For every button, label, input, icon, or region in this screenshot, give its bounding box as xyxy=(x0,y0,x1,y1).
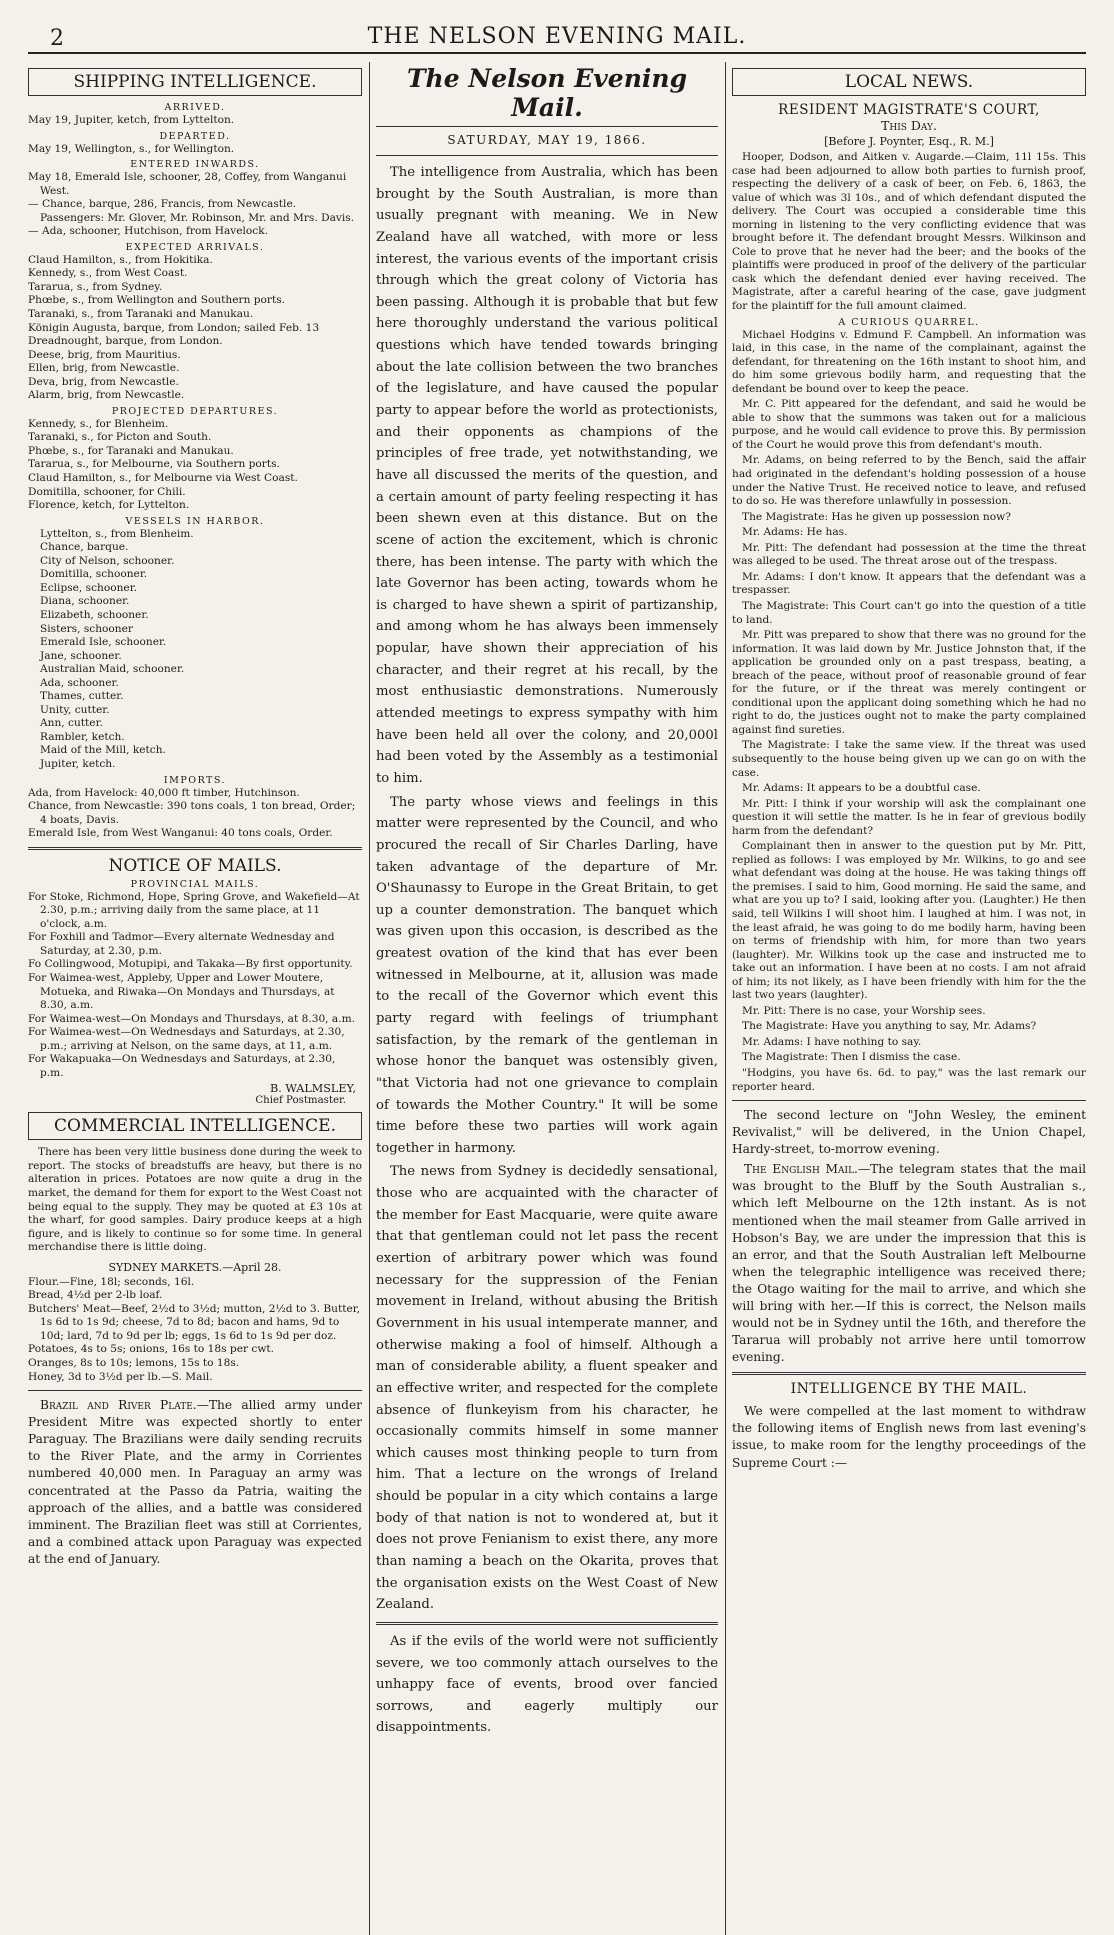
quarrel-report xyxy=(732,329,1086,1095)
quarrel-paragraph: The Magistrate: Has he given up possession now? xyxy=(742,510,1011,523)
intelligence-heading: INTELLIGENCE BY THE MAIL. xyxy=(790,1381,1028,1398)
expected-entry: Deese, brig, from Mauritius. xyxy=(28,348,181,361)
market-entry: Bread, 4½d per 2-lb loaf. xyxy=(28,1289,163,1302)
vessel-entry: Ada, schooner. xyxy=(40,676,119,689)
expected-entry: Tararua, s., from Sydney. xyxy=(28,280,163,293)
quarrel-paragraph: The Magistrate: I take the same view. If the threat was used subsequently to the house being given up we can go on with the case. xyxy=(732,739,1086,779)
column-left xyxy=(28,62,362,1935)
quarrel-paragraph: Mr. C. Pitt appeared for the defendant, and said he would be able to show that the summons was taken out for a malicious purpose, and he would call evidence to prove this. By permission of the Court he would prove this from defendant's mouth. xyxy=(732,398,1086,451)
entered-list xyxy=(28,171,362,239)
expected-entry: Alarm, brig, from Newcastle. xyxy=(28,389,185,402)
commercial-heading: COMMERCIAL INTELLIGENCE. xyxy=(28,1112,362,1140)
vessel-entry: Jane, schooner. xyxy=(40,649,122,662)
intelligence-body: We were compelled at the last moment to withdraw the following items of English news from last evening's issue, to make room for the lengthy proceedings of the Supreme Court :— xyxy=(732,1404,1086,1470)
page-header xyxy=(28,18,1086,54)
quarrel-paragraph: The Magistrate: Have you anything to say, Mr. Adams? xyxy=(742,1020,1037,1033)
vessel-entry: Diana, schooner. xyxy=(40,595,130,608)
vessel-entry: Elizabeth, schooner. xyxy=(40,608,149,621)
commercial-body: There has been very little business done during the week to report. The stocks of breadstuffs are heavy, but there is no alteration in prices. Potatoes are now quite a drug in the market, the demand for them for export to the West Coast not being equal to the supply. They may be quoted at £3 10s at the wharf, for good samples. Dairy produce keeps at a high figure, and is likely to continue so for some time. In general merchandise there is little doing. xyxy=(28,1146,362,1254)
postmaster-title: Chief Postmaster. xyxy=(255,1095,346,1107)
wesley-notice: The second lecture on "John Wesley, the eminent Revivalist," will be delivered, in the Union Chapel, Hardy-street, to-morrow evening. xyxy=(732,1108,1086,1157)
entered-heading: ENTERED INWARDS. xyxy=(130,159,260,171)
departed-list xyxy=(28,143,362,157)
projected-entry: Kennedy, s., for Blenheim. xyxy=(28,417,169,430)
quarrel-paragraph: Mr. Adams: He has. xyxy=(742,526,848,539)
departure-entry: May 19, Wellington, s., for Wellington. xyxy=(28,142,235,155)
vessel-entry: Chance, barque. xyxy=(40,541,129,554)
divider xyxy=(732,1372,1086,1375)
divider xyxy=(376,155,718,156)
vessel-entry: Australian Maid, schooner. xyxy=(40,663,185,676)
sydney-heading: SYDNEY MARKETS.—April 28. xyxy=(108,1260,282,1274)
paper-title: THE NELSON EVENING MAIL. xyxy=(367,24,747,49)
market-entry: Flour.—Fine, 18l; seconds, 16l. xyxy=(28,1275,195,1288)
arrived-heading: ARRIVED. xyxy=(164,102,226,113)
import-entry: Chance, from Newcastle: 390 tons coals, 1 ton bread, Order; 4 boats, Davis. xyxy=(28,800,356,826)
mail-entry: For Waimea-west—On Wednesdays and Saturdays, at 2.30, p.m.; arriving at Nelson, on the same days, at 11, a.m. xyxy=(28,1026,345,1052)
quarrel-paragraph: Mr. Adams: I don't know. It appears that the defendant was a trespasser. xyxy=(732,570,1086,597)
court-title: RESIDENT MAGISTRATE'S COURT, xyxy=(778,102,1040,118)
case-paragraph: Hooper, Dodson, and Aitken v. Augarde.—Claim, 11l 15s. This case had been adjourned to allow both parties to furnish proof, respecting the delivery of a cask of beer, on Feb. 6, 1863, the value of which was 3l 10s., and of which defendant disputed the delivery. The Court was occupied a considerable time this morning in listening to the very conflicting evidence that was brought before it. The defendant brought Messrs. Wilkinson and Cole to prove that he never had the beer; and the books of the plaintiffs were produced in proof of the delivery of the particular cask which the defendant denied ever having received. The Magistrate, after a careful hearing of the case, gave judgment for the plaintiff for the full amount claimed. xyxy=(732,151,1086,313)
harbor-heading: VESSELS IN HARBOR. xyxy=(125,515,265,527)
vessel-entry: Rambler, ketch. xyxy=(40,730,125,743)
quarrel-paragraph: Mr. Adams: I have nothing to say. xyxy=(742,1035,922,1048)
vessel-entry: Domitilla, schooner. xyxy=(40,568,148,581)
expected-entry: Taranaki, s., from Taranaki and Manukau. xyxy=(28,308,254,321)
market-entry: Honey, 3d to 3½d per lb.—S. Mail. xyxy=(28,1370,213,1383)
imports-heading: IMPORTS. xyxy=(163,774,227,786)
mail-entry: For Foxhill and Tadmor—Every alternate Wednesday and Saturday, at 2.30, p.m. xyxy=(28,931,335,957)
postmaster-signature: B. WALMSLEY, xyxy=(270,1082,356,1096)
column-rule xyxy=(725,62,726,1935)
mail-entry: For Waimea-west—On Mondays and Thursdays, at 8.30, a.m. xyxy=(28,1012,356,1025)
column-right xyxy=(732,62,1086,1935)
english-mail-article xyxy=(732,1161,1086,1366)
sydney-list xyxy=(28,1276,362,1384)
mails-subheading: PROVINCIAL MAILS. xyxy=(130,878,260,890)
projected-entry: Florence, ketch, for Lyttelton. xyxy=(28,499,190,512)
market-entry: Oranges, 8s to 10s; lemons, 15s to 18s. xyxy=(28,1357,240,1370)
divider xyxy=(28,847,362,850)
projected-entry: Tararua, s., for Melbourne, via Southern ports. xyxy=(28,458,280,471)
brazil-article xyxy=(28,1397,362,1568)
quarrel-heading: A CURIOUS QUARREL. xyxy=(838,316,980,328)
quarrel-paragraph: Mr. Pitt: There is no case, your Worship sees. xyxy=(742,1004,986,1017)
vessel-entry: Lyttelton, s., from Blenheim. xyxy=(40,527,194,540)
masthead: The Nelson Evening Mail. xyxy=(376,64,718,127)
quarrel-paragraph: The Magistrate: This Court can't go into the question of a title to land. xyxy=(732,599,1086,626)
quarrel-paragraph: Michael Hodgins v. Edmund F. Campbell. An information was laid, in this case, in the name of the complainant, against the defendant, for threatening on the 16th instant to shoot him, and do him some grievous bodily harm, and requesting that the defendant be bound over to keep the peace. xyxy=(732,328,1086,395)
divider xyxy=(732,1100,1086,1101)
projected-entry: Phœbe, s., for Taranaki and Manukau. xyxy=(28,444,234,457)
quarrel-paragraph: Mr. Pitt: I think if your worship will ask the complainant one question it will settle the matter. Is he in fear of grevious bodily harm from the defendant? xyxy=(732,797,1086,837)
import-entry: Emerald Isle, from West Wanganui: 40 tons coals, Order. xyxy=(28,827,333,840)
mails-list xyxy=(28,891,362,1081)
projected-entry: Taranaki, s., for Picton and South. xyxy=(28,431,212,444)
quarrel-paragraph: Mr. Adams, on being referred to by the Bench, said the affair had originated in the defendant's holding possession of a house under the Native Trust. He received notice to leave, and refused to do so. He was therefore unlawfully in possession. xyxy=(732,454,1086,508)
shipping-heading: SHIPPING INTELLIGENCE. xyxy=(28,68,362,96)
expected-entry: Phœbe, s., from Wellington and Southern ports. xyxy=(28,294,286,307)
vessel-entry: Sisters, schooner xyxy=(40,622,133,635)
harbor-list xyxy=(28,528,362,772)
vessel-entry: Thames, cutter. xyxy=(40,690,124,703)
brazil-body: —The allied army under President Mitre was expected shortly to enter Paraguay. The Brazilians were daily sending recruits to the River Plate, and the army in Corrientes numbered 40,000 men. In Paraguay an army was concentrated at the Passo da Patria, waiting the approach of the allies, and a battle was considered imminent. The Brazilian fleet was still at Corrientes, and a combined attack upon Paraguay was expected at the end of January. xyxy=(28,1398,362,1566)
divider xyxy=(28,1390,362,1391)
expected-heading: EXPECTED ARRIVALS. xyxy=(125,241,265,253)
mail-entry: For Wakapuaka—On Wednesdays and Saturdays, at 2.30, p.m. xyxy=(28,1053,336,1079)
vessel-entry: Unity, cutter. xyxy=(40,703,110,716)
expected-list xyxy=(28,254,362,403)
quarrel-paragraph: Mr. Pitt: The defendant had possession at the time the threat was alleged to be used. The threat arose out of the trespass. xyxy=(732,541,1086,568)
english-mail-lead: The English Mail. xyxy=(744,1162,858,1177)
quarrel-paragraph: The Magistrate: Then I dismiss the case. xyxy=(742,1051,961,1064)
expected-entry: Deva, brig, from Newcastle. xyxy=(28,375,179,388)
expected-entry: Kennedy, s., from West Coast. xyxy=(28,267,188,280)
columns xyxy=(28,62,1086,1935)
dateline: SATURDAY, MAY 19, 1866. xyxy=(447,133,647,147)
market-entry: Butchers' Meat—Beef, 2½d to 3½d; mutton, 2½d to 3. Butter, 1s 6d to 1s 9d; cheese, 7d to 8d; bacon and hams, 9d to 10d; lard, 7d to 9d per lb; eggs, 1s 6d to 1s 9d per doz. xyxy=(28,1302,361,1342)
vessel-entry: City of Nelson, schooner. xyxy=(40,554,175,567)
brazil-lead: Brazil and River Plate. xyxy=(40,1398,197,1413)
english-mail-body: —The telegram states that the mail was brought to the Bluff by the South Australian s., which left Melbourne on the 12th instant. As is not mentioned when the mail steamer from Galle arrived in Hobson's Bay, we are under the impression that this is an error, and that the South Australian left Melbourne when the telegraphic intelligence was received there; the Otago waiting for the mail to arrive, and which she will bring with her.—If this is correct, the Nelson mails would not be in Sydney until the 16th, and therefore the Tararua will probably not arrive here until tomorrow evening. xyxy=(732,1162,1086,1365)
quarrel-paragraph: "Hodgins, you have 6s. 6d. to pay," was the last remark our reporter heard. xyxy=(732,1067,1086,1093)
divider xyxy=(376,1622,718,1625)
editorial-paragraph: The party whose views and feelings in this matter were represented by the Council, and who procured the recall of Sir Charles Darling, have taken advantage of the departure of Mr. O'Shaunassy to Europe in the Great Britain, to get up a counter demonstration. The banquet which was given upon this occasion, is described as the greatest ovation of the kind that has ever been witnessed in Melbourne, at it, allusion was made to the recall of the Governor which event this party regard with feelings of triumphant satisfaction, by the remark of the gentleman in whose honor the banquet was ostensibly given, "that Victoria had not one grievance to complain of towards the Mother Country." It will be some time before these two parties will work again together in harmony. xyxy=(376,794,718,1156)
entered-entry: — Chance, barque, 286, Francis, from Newcastle. Passengers: Mr. Glover, Mr. Robinson, Mr. and Mrs. Davis. xyxy=(28,198,355,224)
vessel-entry: Eclipse, schooner. xyxy=(40,581,137,594)
projected-list xyxy=(28,418,362,513)
arrival-entry: May 19, Jupiter, ketch, from Lyttelton. xyxy=(28,114,235,126)
expected-entry: Claud Hamilton, s., from Hokitika. xyxy=(28,253,213,266)
closing-paragraph: As if the evils of the world were not sufficiently severe, we too commonly attach ourselves to the unhappy face of events, brood over fancied sorrows, and eagerly multiply our disappointments. xyxy=(376,1633,718,1736)
court-day: This Day. xyxy=(881,118,937,133)
court-before: [Before J. Poynter, Esq., R. M.] xyxy=(824,135,994,148)
column-rule xyxy=(369,62,370,1935)
mails-heading: NOTICE OF MAILS. xyxy=(108,855,282,876)
projected-heading: PROJECTED DEPARTURES. xyxy=(111,405,279,417)
vessel-entry: Ann, cutter. xyxy=(40,717,103,730)
vessel-entry: Jupiter, ketch. xyxy=(40,757,116,770)
mail-entry: For Stoke, Richmond, Hope, Spring Grove, and Wakefield—At 2.30, p.m.; arriving daily from the same place, at 11 o'clock, a.m. xyxy=(28,890,360,930)
expected-entry: Ellen, brig, from Newcastle. xyxy=(28,362,180,375)
quarrel-paragraph: Complainant then in answer to the question put by Mr. Pitt, replied as follows: I was employed by Mr. Wilkins, to go and see what defendant was doing at the house. He was taking things off the premises. I said to him, Good morning. He said the same, and what are you up to? I said, looking after you. (Laughter.) He then said, tell Wilkins I will shoot him. I laughed at him. I was not, in the least afraid, he was going to do me bodily harm, having been on terms of friendship with him, for more than two years (laughter). Mr. Wilkins took up the case and instructed me to take out an information. I have been at no costs. I am not afraid of him; its not likely, as I have been friendly with him for the the last two years (laughter). xyxy=(732,840,1086,1002)
quarrel-paragraph: Mr. Pitt was prepared to show that there was no ground for the information. It was laid down by Mr. Justice Johnston that, if the application be grounded only on a past trespass, beating, a breach of the peace, without proof of reasonable ground of fear for the future, or if the threat was merely contingent or conditional upon the applicant doing something which he had no right to do, the justices ought not to make the party complained against find sureties. xyxy=(732,629,1086,736)
departed-heading: DEPARTED. xyxy=(159,130,231,142)
vessel-entry: Emerald Isle, schooner. xyxy=(40,636,167,649)
import-entry: Ada, from Havelock: 40,000 ft timber, Hutchinson. xyxy=(28,786,300,799)
mail-entry: For Waimea-west, Appleby, Upper and Lower Moutere, Motueka, and Riwaka—On Mondays and Thursdays, at 8.30, a.m. xyxy=(28,971,335,1012)
entered-entry: — Ada, schooner, Hutchison, from Havelock. xyxy=(28,225,269,238)
column-middle xyxy=(376,62,718,1935)
market-entry: Potatoes, 4s to 5s; onions, 16s to 18s per cwt. xyxy=(28,1343,275,1356)
editorial-paragraph: The news from Sydney is decidedly sensational, those who are acquainted with the character of the member for East Macquarie, were quite aware that that gentleman could not let pass the recent exertion of arbitrary power which was found necessary for the suppression of the Fenian movement in Ireland, without abusing the British Government in his usual intemperate manner, and otherwise making a fool of himself. Although a man of considerable ability, a fluent speaker and an effective writer, and respected for the complete absence of flunkeyism from his character, he occasionally commits himself in some manner which causes most thinking people to turn from him. That a lecture on the wrongs of Ireland should be popular in a city which contains a large body of that nation is not to wondered at, but it does not prove Fenianism to exist there, any more than naming a beach on the Okarita, proves that the organisation exists on the West Coast of New Zealand. xyxy=(376,1164,718,1613)
projected-entry: Claud Hamilton, s., for Melbourne via West Coast. xyxy=(28,472,298,485)
expected-entry: Dreadnought, barque, from London. xyxy=(28,335,223,348)
entered-entry: May 18, Emerald Isle, schooner, 28, Coffey, from Wanganui West. xyxy=(28,171,347,197)
quarrel-paragraph: Mr. Adams: It appears to be a doubtful case. xyxy=(742,782,981,795)
mail-entry: Fo Collingwood, Motupipi, and Takaka—By first opportunity. xyxy=(28,958,353,971)
projected-entry: Domitilla, schooner, for Chili. xyxy=(28,485,186,498)
expected-entry: Königin Augusta, barque, from London; sailed Feb. 13 xyxy=(28,321,320,334)
vessel-entry: Maid of the Mill, ketch. xyxy=(40,744,166,757)
arrived-list xyxy=(28,114,362,128)
editorial-paragraph: The intelligence from Australia, which has been brought by the South Australian, is more than usually pregnant with meaning. We in New Zealand have all watched, with more or less interest, the various events of the important crisis through which the great colony of Victoria has been passing. Although it is probable that but few here thoroughly understand the various political questions which have tended towards bringing about the late collision between the two branches of the legislature, and have caused the popular party to appear before the world as protectionists, and their opponents as champions of the principles of free trade, yet notwithstanding, we have all discussed the merits of the question, and a certain amount of party feeling respecting it has been shewn even at this distance. But on the scene of action the excitement, which is chronic there, has been intense. The party with which the late Governor has been acting, towards whom he is charged to have shewn a spirit of partizanship, and among whom he has always been immensely popular, have shown their appreciation of his character, and their regret at his recall, by the most enthusiastic demonstrations. Numerously attended meetings to express sympathy with him have been held all over the colony, and 20,000l had been voted by the Assembly as a testimonial to him. xyxy=(376,165,718,786)
local-news-heading: LOCAL NEWS. xyxy=(732,68,1086,96)
editorial xyxy=(376,162,718,1616)
imports-list xyxy=(28,787,362,841)
page-number: 2 xyxy=(50,26,64,51)
